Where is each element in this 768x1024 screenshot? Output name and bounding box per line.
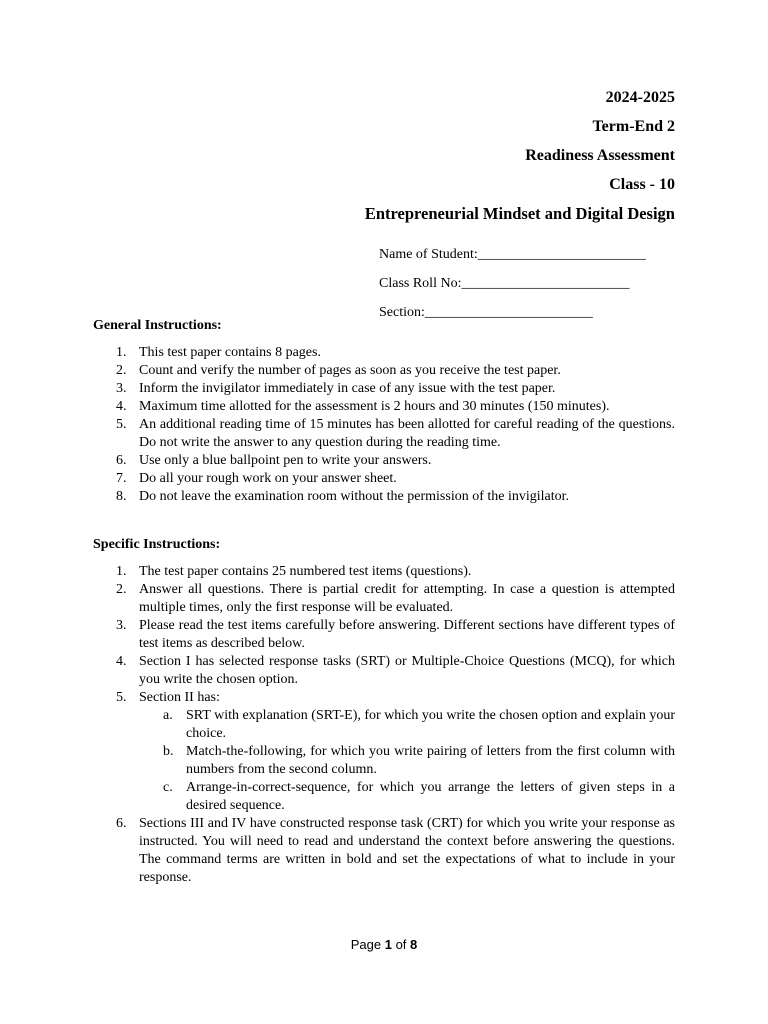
- of-label: of: [395, 937, 407, 952]
- list-item: [116, 563, 675, 581]
- item-number: 1.: [116, 564, 127, 579]
- item-text: An additional reading time of 15 minutes has been allotted for careful reading of the questions. Do not write the answer to any question during the reading time.: [139, 417, 675, 450]
- page-footer: [0, 936, 768, 954]
- list-item: [116, 653, 675, 689]
- general-instructions-list: [116, 344, 675, 506]
- sub-item-letter: c.: [163, 780, 173, 795]
- sub-item-letter: a.: [163, 708, 173, 723]
- sub-item-text: Match-the-following, for which you write pairing of letters from the first column with numbers from the second column.: [186, 744, 675, 777]
- academic-year: 2024-2025: [605, 89, 675, 106]
- section-field: Section:________________________: [379, 305, 593, 320]
- general-instructions-heading: General Instructions:: [93, 318, 222, 333]
- item-text: The test paper contains 25 numbered test items (questions).: [139, 564, 472, 579]
- item-text: This test paper contains 8 pages.: [139, 345, 321, 360]
- item-number: 7.: [116, 471, 127, 486]
- list-item: [116, 689, 676, 815]
- item-number: 8.: [116, 489, 127, 504]
- specific-instructions-heading: Specific Instructions:: [93, 537, 221, 552]
- list-item: [116, 362, 675, 380]
- term-title: Term-End 2: [592, 118, 675, 135]
- section-ii-sublist: [139, 707, 675, 815]
- item-text: Count and verify the number of pages as soon as you receive the test paper.: [139, 363, 561, 378]
- list-item: [116, 452, 675, 470]
- item-number: 6.: [116, 453, 127, 468]
- item-text: Inform the invigilator immediately in case of any issue with the test paper.: [139, 381, 556, 396]
- class-roll-field: Class Roll No:________________________: [379, 276, 630, 291]
- item-number: 1.: [116, 345, 127, 360]
- item-number: 3.: [116, 381, 127, 396]
- sub-item-text: SRT with explanation (SRT-E), for which you write the chosen option and explain your choice.: [186, 708, 676, 741]
- item-text: Section II has:: [139, 690, 220, 705]
- current-page-number: 1: [384, 937, 392, 952]
- sub-item-text: Arrange-in-correct-sequence, for which you arrange the letters of given steps in a desired sequence.: [186, 780, 675, 813]
- specific-instructions-list: [116, 563, 676, 887]
- item-text: Do all your rough work on your answer sheet.: [139, 471, 397, 486]
- item-number: 2.: [116, 363, 127, 378]
- list-item: [116, 398, 675, 416]
- list-item: [116, 470, 675, 488]
- item-text: Answer all questions. There is partial credit for attempting. In case a question is attempted multiple times, only the first response will be evaluated.: [139, 582, 675, 615]
- item-number: 4.: [116, 399, 127, 414]
- subject-title: Entrepreneurial Mindset and Digital Design: [364, 204, 675, 223]
- sub-list-item: [163, 743, 675, 779]
- item-text: Do not leave the examination room without the permission of the invigilator.: [139, 489, 570, 504]
- total-pages-number: 8: [410, 937, 418, 952]
- item-number: 6.: [116, 816, 127, 831]
- list-item: [116, 617, 675, 653]
- item-text: Section I has selected response tasks (SRT) or Multiple-Choice Questions (MCQ), for which you write the chosen option.: [139, 654, 675, 687]
- list-item: [116, 815, 675, 887]
- item-number: 3.: [116, 618, 127, 633]
- list-item: [116, 488, 675, 506]
- item-text: Sections III and IV have constructed response task (CRT) for which you write your response as instructed. You will need to read and understand the context before answering the questions. The command terms are written in bold and set the expectations of what to include in your response.: [139, 816, 675, 885]
- class-label: Class - 10: [609, 176, 675, 193]
- item-number: 2.: [116, 582, 127, 597]
- item-number: 5.: [116, 417, 127, 432]
- sub-list-item: [163, 707, 676, 743]
- item-number: 4.: [116, 654, 127, 669]
- list-item: [116, 581, 675, 617]
- list-item: [116, 344, 675, 362]
- student-name-field: Name of Student:________________________: [379, 247, 646, 262]
- item-text: Use only a blue ballpoint pen to write your answers.: [139, 453, 432, 468]
- assessment-title: Readiness Assessment: [525, 147, 675, 164]
- item-text: Please read the test items carefully before answering. Different sections have different types of test items as described below.: [139, 618, 675, 651]
- list-item: [116, 380, 675, 398]
- item-text: Maximum time allotted for the assessment is 2 hours and 30 minutes (150 minutes).: [139, 399, 610, 414]
- page-label: Page: [350, 937, 382, 952]
- item-number: 5.: [116, 690, 127, 705]
- sub-item-letter: b.: [163, 744, 174, 759]
- sub-list-item: [163, 779, 675, 815]
- list-item: [116, 416, 675, 452]
